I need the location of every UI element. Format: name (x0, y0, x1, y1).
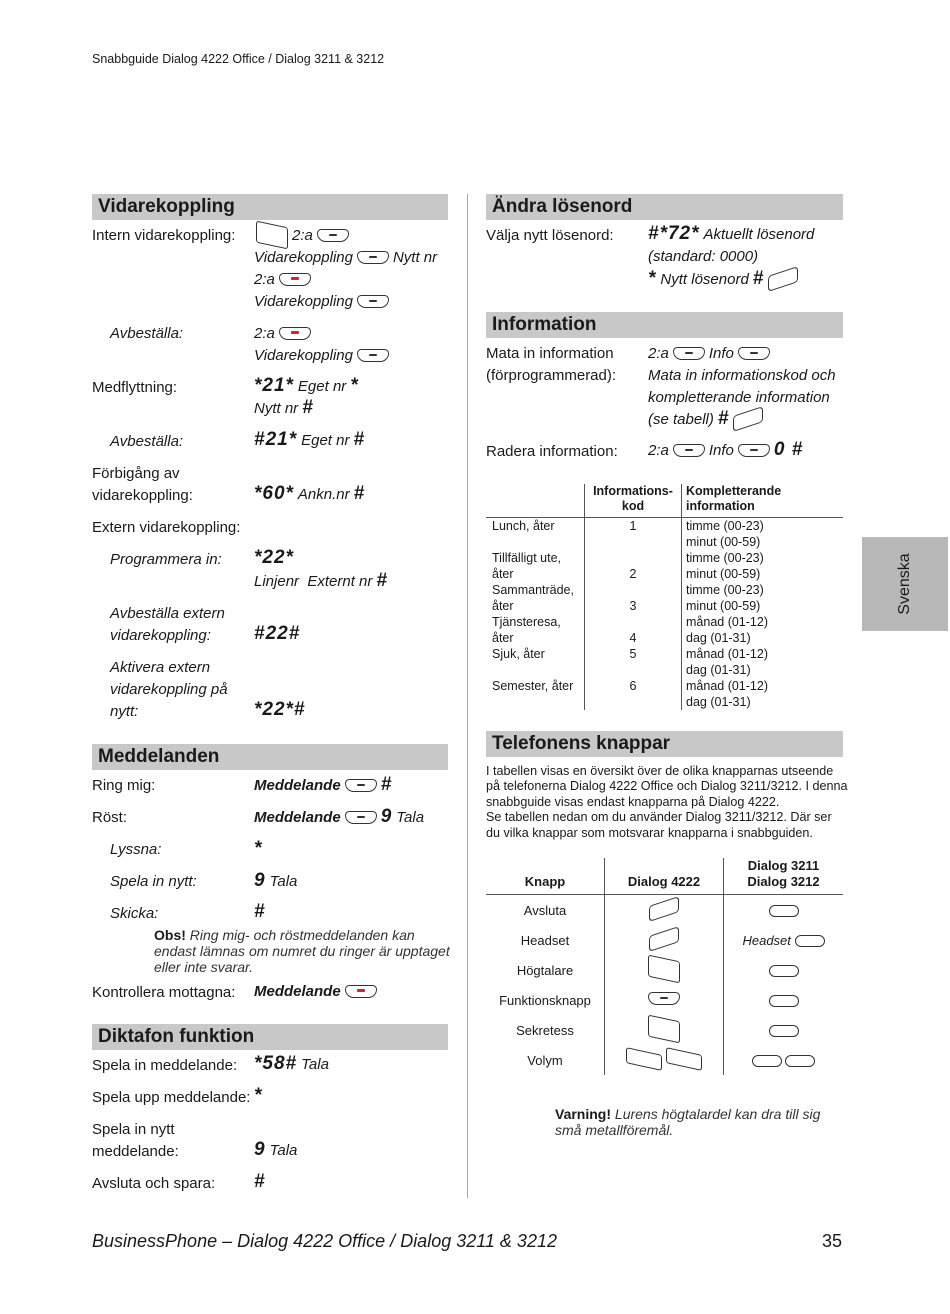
label-aktivera-3: nytt: (110, 703, 139, 720)
clear-oval-icon (769, 905, 799, 917)
table-row: dag (01-31) (486, 662, 843, 678)
kontrollera-line: Meddelande (254, 983, 377, 1000)
table-header: Dialog 3211 Dialog 3212 (724, 858, 844, 895)
function-key-icon (357, 251, 389, 264)
table-row: åter 4 dag (01-31) (492, 631, 751, 645)
speaker-oval-icon (769, 965, 799, 977)
function-key-icon (357, 349, 389, 362)
label-spela-nytt-1: Spela in nytt (92, 1121, 175, 1138)
function-key-icon (345, 779, 377, 792)
avbestalla-extern-line: #22# (254, 623, 301, 644)
table-header: Dialog 4222 (605, 858, 724, 895)
table-row: dag (01-31) (486, 694, 843, 710)
volume-down-key-icon (626, 1047, 662, 1071)
function-key-icon (673, 444, 705, 457)
clear-key-icon (649, 896, 679, 922)
section-diktafon-title: Diktafon funktion (92, 1024, 448, 1050)
losenord-line3: * Nytt lösenord # (648, 268, 798, 290)
table-header: Kompletterande information (682, 484, 844, 518)
lyssna-line: * (254, 838, 263, 859)
table-row: Sammanträde, timme (00-23) (492, 583, 764, 597)
medflyttning-line1: *21* Eget nr * (254, 375, 359, 396)
spela-nytt-line: 9 Tala (254, 1139, 298, 1160)
function-key-icon (673, 347, 705, 360)
headset-oval-icon (795, 935, 825, 947)
label-losenord: Välja nytt lösenord: (486, 227, 614, 244)
section-meddelanden-title: Meddelanden (92, 744, 448, 770)
table-row: Semester, åter 6 månad (01-12) (492, 679, 768, 693)
label-rost: Röst: (92, 809, 128, 826)
label-spela-nytt-2: meddelande: (92, 1143, 179, 1160)
label-mata-2: (förprogrammerad): (486, 367, 617, 384)
label-skicka: Skicka: (110, 905, 159, 922)
intern-line3: 2:a (254, 271, 311, 288)
table-row: åter 3 minut (00-59) (492, 599, 761, 613)
speaker-key-icon (648, 954, 680, 983)
function-key-icon (345, 811, 377, 824)
language-tab: Svenska (862, 537, 948, 631)
function-key-icon (357, 295, 389, 308)
warning-note: Varning! Lurens högtalardel kan dra till sig små metallföremål. (555, 1106, 821, 1138)
label-spela-in: Spela in meddelande: (92, 1057, 238, 1074)
function-key-icon (648, 992, 680, 1005)
losenord-line1: #*72* Aktuellt lösenord (648, 223, 815, 244)
mata-line2: Mata in informationskod och (648, 367, 836, 384)
label-lyssna: Lyssna: (110, 841, 162, 858)
label-medflyttning: Medflyttning: (92, 379, 178, 396)
table-header: Informations- kod (585, 484, 682, 518)
label-avbestalla-extern-1: Avbeställa extern (110, 605, 225, 622)
headset-key-icon (649, 926, 679, 952)
label-radera: Radera information: (486, 443, 618, 460)
footer-title: BusinessPhone – Dialog 4222 Office / Dialog 3211 & 3212 (92, 1231, 557, 1251)
function-key-icon (738, 347, 770, 360)
skicka-line: # (254, 901, 266, 922)
table-row: åter 2 minut (00-59) (492, 567, 761, 581)
section-vidarekoppling-title: Vidarekoppling (92, 194, 448, 220)
table-row: Funktionsknapp (486, 985, 843, 1015)
table-row: Lunch, åter 1 timme (00-23) (492, 519, 764, 533)
obs-note: Obs! Ring mig- och röstmeddelanden kan endast lämnas om numret du ringer är upptaget eller inte svarar. (154, 927, 450, 975)
knappar-intro: I tabellen visas en översikt över de olika knapparnas utseende på telefonerna Dialog 4222 Office och Dialog 3211/3212. I denna snabbguide visas endast knapparna på Dialog 4222. Se tabellen nedan om du använder Dialog 3211/3212. Där ser du vilka knappar som motsvarar knapparna i snabbguiden. (486, 764, 848, 840)
label-aktivera-2: vidarekoppling på (110, 681, 228, 698)
label-intern: Intern vidarekoppling: (92, 227, 236, 244)
mute-oval-icon (769, 1025, 799, 1037)
table-row: Tillfälligt ute, timme (00-23) (492, 551, 764, 565)
table-row: Headset Headset (486, 925, 843, 955)
avbestalla1-line2: Vidarekoppling (254, 347, 389, 364)
clear-key-icon (733, 406, 763, 432)
running-header: Snabbguide Dialog 4222 Office / Dialog 3211 & 3212 (92, 52, 385, 66)
volume-down-oval-icon (752, 1055, 782, 1067)
table-row: Tjänsteresa, månad (01-12) (492, 615, 768, 629)
label-spela-upp: Spela upp meddelande: (92, 1089, 251, 1106)
label-avbestalla2: Avbeställa: (110, 433, 184, 450)
spela-upp-line: * (254, 1085, 263, 1106)
label-mata-1: Mata in information (486, 345, 614, 362)
programmera-line2: Linjenr Externt nr # (254, 570, 388, 591)
table-row: Sekretess (486, 1015, 843, 1045)
losenord-line2: (standard: 0000) (648, 248, 759, 265)
avsluta-line: # (254, 1171, 266, 1192)
label-programmera: Programmera in: (110, 551, 222, 568)
radera-line: 2:a Info 0 # (648, 439, 804, 460)
section-losenord-title: Ändra lösenord (486, 194, 843, 220)
function-key-red-icon (279, 327, 311, 340)
speaker-key-icon (256, 221, 288, 250)
label-forbigang-2: vidarekoppling: (92, 487, 193, 504)
label-extern: Extern vidarekoppling: (92, 519, 241, 536)
table-header: Knapp (486, 858, 605, 895)
section-knappar-title: Telefonens knappar (486, 731, 843, 757)
function-oval-icon (769, 995, 799, 1007)
forbigang-line: *60* Ankn.nr # (254, 483, 366, 504)
ring-line: Meddelande # (254, 774, 393, 795)
page-number: 35 (822, 1231, 843, 1251)
mata-line3: kompletterande information (648, 389, 830, 406)
volume-up-oval-icon (785, 1055, 815, 1067)
label-spela: Spela in nytt: (110, 873, 197, 890)
intern-line4: Vidarekoppling (254, 293, 389, 310)
rost-line: Meddelande 9 Tala (254, 806, 425, 827)
volume-up-key-icon (666, 1047, 702, 1071)
information-code-table (486, 484, 843, 710)
clear-key-icon (768, 266, 798, 292)
spela-in-line: *58# Tala (254, 1053, 329, 1074)
label-forbigang-1: Förbigång av (92, 465, 180, 482)
column-divider (467, 194, 468, 1198)
function-key-icon (738, 444, 770, 457)
programmera-line1: *22* (254, 547, 294, 568)
table-row: minut (00-59) (486, 534, 843, 550)
avbestalla1-line1: 2:a (254, 325, 311, 342)
table-header (486, 484, 585, 518)
aktivera-line: *22*# (254, 699, 306, 720)
label-avbestalla-extern-2: vidarekoppling: (110, 627, 211, 644)
label-kontrollera: Kontrollera mottagna: (92, 984, 236, 1001)
label-avsluta: Avsluta och spara: (92, 1175, 216, 1192)
table-row: Högtalare (486, 955, 843, 985)
intern-line1: 2:a (256, 224, 349, 246)
spela-line: 9 Tala (254, 870, 298, 891)
label-aktivera-1: Aktivera extern (110, 659, 211, 676)
mata-line1: 2:a Info (648, 345, 770, 362)
label-avbestalla1: Avbeställa: (110, 325, 184, 342)
intern-line2: Vidarekoppling Nytt nr (254, 249, 438, 266)
label-ring: Ring mig: (92, 777, 156, 794)
function-key-icon (317, 229, 349, 242)
function-key-red-icon (279, 273, 311, 286)
section-information-title: Information (486, 312, 843, 338)
keys-comparison-table (486, 858, 843, 1075)
avbestalla2-line: #21* Eget nr # (254, 429, 366, 450)
table-row: Sjuk, åter 5 månad (01-12) (492, 647, 768, 661)
table-row: Avsluta (486, 895, 843, 926)
mata-line4: (se tabell) # (648, 408, 763, 430)
function-key-red-icon (345, 985, 377, 998)
mute-key-icon (648, 1014, 680, 1043)
medflyttning-line2: Nytt nr # (254, 397, 314, 418)
table-row: Volym (486, 1045, 843, 1075)
